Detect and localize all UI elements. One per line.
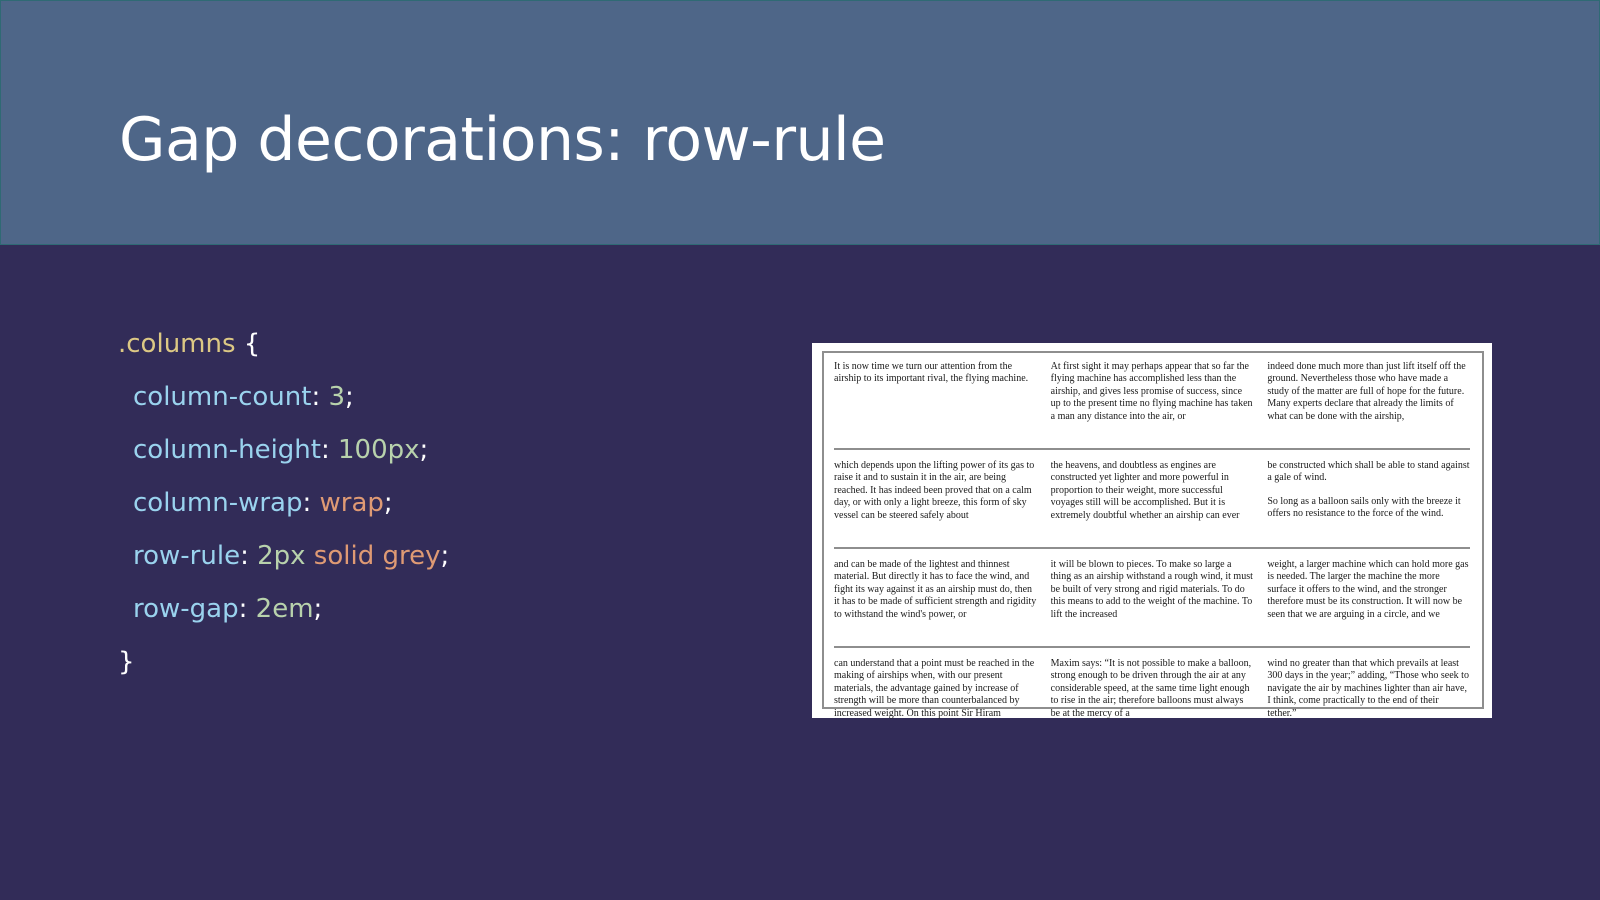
code-line-column-count: column-count: 3; <box>133 382 354 412</box>
column-row <box>834 361 1470 441</box>
column-text <box>1267 361 1470 441</box>
paragraph: indeed done much more than just lift itself off the ground. Nevertheless those who have made a study of the matter are full of hope for the future. Many experts declare that already the limits of what can be done with the airship, <box>1267 361 1466 422</box>
css-value: 3 <box>328 382 346 412</box>
slide-header <box>0 0 1600 245</box>
css-selector: .columns <box>118 329 236 359</box>
paragraph: At first sight it may perhaps appear that so far the flying machine has accomplished less than the airship, and gives less promise of success, since up to the present time no flying machine has taken a man any distance into the air, or <box>1050 361 1253 422</box>
column-text <box>1051 658 1254 738</box>
css-value-style: solid grey <box>313 541 441 571</box>
paragraph: the heavens, and doubtless as engines are constructed yet lighter and more powerful in proportion to their weight, more successful voyages still will be accomplished. But it is extremely doubtful whether an airship can ever <box>1050 460 1240 521</box>
css-property: row-rule <box>133 541 241 571</box>
column-text <box>834 559 1037 639</box>
column-text <box>1051 361 1254 441</box>
paragraph: can understand that a point must be reached in the making of airships when, with our present materials, the advantage gained by increase of strength will be more than counterbalanced by increased weight. On this point Sir Hiram <box>834 658 1035 719</box>
row-rule-divider <box>834 646 1470 648</box>
code-line-column-wrap: column-wrap: wrap; <box>133 488 393 518</box>
column-row <box>834 559 1470 639</box>
css-value: 100px <box>338 435 420 465</box>
paragraph: weight, a larger machine which can hold more gas is needed. The larger the machine the more surface it offers to the wind, and the stronger therefore must be its construction. It will now be seen that we are arguing in a circle, and we <box>1267 559 1469 620</box>
close-brace: } <box>118 647 135 677</box>
css-property: column-count <box>133 382 312 412</box>
css-value-length: 2px <box>257 541 306 571</box>
css-property: row-gap <box>133 594 239 624</box>
column-text <box>1267 658 1470 738</box>
paragraph: So long as a balloon sails only with the breeze it offers no resistance to the force of the wind. <box>1267 495 1461 520</box>
column-rows <box>834 361 1470 738</box>
paragraph: Maxim says: “It is not possible to make a balloon, strong enough to be driven through the air at any considerable speed, at the same time light enough to rise in the air; therefore balloons must always be at the mercy of a <box>1050 658 1252 719</box>
code-line-close <box>118 636 449 689</box>
code-line-row-rule: row-rule: 2px solid grey; <box>133 541 450 571</box>
paragraph: wind no greater than that which prevails at least 300 days in the year;” adding, “Those who seek to navigate the air by machines lighter than air have, I think, come practically to the end of their tether.” <box>1267 658 1469 719</box>
multicolumn-demo-figure <box>812 343 1492 718</box>
open-brace: { <box>235 329 261 359</box>
code-line-selector <box>118 318 449 371</box>
column-row <box>834 460 1470 540</box>
css-property: column-wrap <box>133 488 303 518</box>
paragraph: be constructed which shall be able to stand against a gale of wind. <box>1267 460 1470 484</box>
paragraph: which depends upon the lifting power of its gas to raise it and to sustain it in the air, are being reached. It has indeed been proved that on a calm day, or with only a light breeze, this form of sky vessel can be steered safely about <box>834 460 1035 521</box>
css-code-block <box>118 318 449 689</box>
code-line-column-height: column-height: 100px; <box>133 435 429 465</box>
figure-border <box>822 351 1484 719</box>
column-text <box>834 460 1037 540</box>
row-rule-divider <box>834 448 1470 450</box>
code-line-row-gap: row-gap: 2em; <box>133 594 323 624</box>
paragraph: and can be made of the lightest and thinnest material. But directly it has to face the wind, and fight its way against it as an airship must do, then it has to be made of sufficient strength and rigidity to withstand the wind's power, or <box>834 559 1037 620</box>
column-text <box>1267 559 1470 639</box>
column-text <box>1051 460 1254 540</box>
column-text <box>1267 460 1470 540</box>
css-value: wrap <box>319 488 384 518</box>
css-property: column-height <box>133 435 321 465</box>
column-text <box>1051 559 1254 639</box>
column-row <box>834 658 1470 738</box>
row-rule-divider <box>834 547 1470 549</box>
paragraph: it will be blown to pieces. To make so large a thing as an airship withstand a rough wind, it must be built of very strong and rigid materials. To do this means to add to the weight of the machine. To lift the increased <box>1050 559 1253 620</box>
paragraph: It is now time we turn our attention from the airship to its important rival, the flying machine. <box>834 361 1029 385</box>
css-value: 2em <box>255 594 314 624</box>
slide-title: Gap decorations: row-rule <box>119 105 886 175</box>
column-text <box>834 361 1037 441</box>
column-text <box>834 658 1037 738</box>
